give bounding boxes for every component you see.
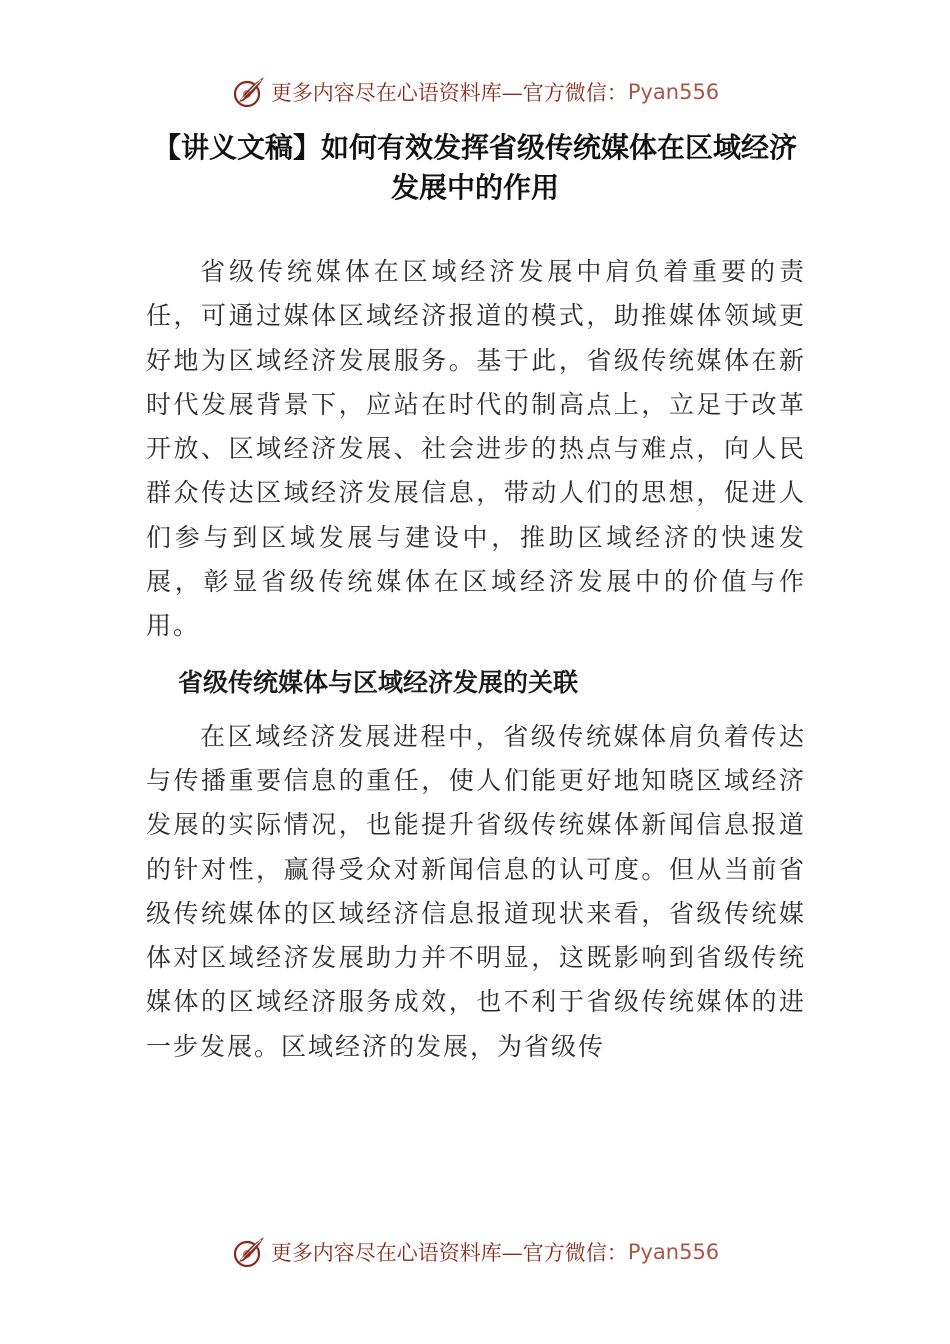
section-paragraph: 在区域经济发展进程中，省级传统媒体肩负着传达与传播重要信息的重任，使人们能更好地知晓区域经济发展的实际情况，也能提升省级传统媒体新闻信息报道的针对性，赢得受众对新闻信息的认可度。但从当前省级传统媒体的区域经济信息报道现状来看，省级传统媒体对区域经济发展助力并不明显，这既影响到省级传统媒体的区域经济服务成效，也不利于省级传统媒体的进一步发展。区域经济的发展，为省级传	[146, 721, 806, 1061]
feather-seal-icon	[231, 74, 267, 110]
document-body	[146, 250, 806, 1069]
header-brand-text: 更多内容尽在心语资料库—官方微信：	[270, 81, 628, 105]
intro-paragraph: 省级传统媒体在区域经济发展中肩负着重要的责任，可通过媒体区域经济报道的模式，助推媒体领域更好地为区域经济发展服务。基于此，省级传统媒体在新时代发展背景下，应站在时代的制高点上，立足于改革开放、区域经济发展、社会进步的热点与难点，向人民群众传达区域经济发展信息，带动人们的思想，促进人们参与到区域发展与建设中，推助区域经济的快速发展，彰显省级传统媒体在区域经济发展中的价值与作用。	[146, 257, 806, 641]
document-title: 【讲义文稿】如何有效发挥省级传统媒体在区域经济发展中的作用	[152, 131, 797, 204]
footer-wechat-id: Pyan556	[627, 1240, 720, 1264]
feather-seal-icon	[231, 1234, 267, 1270]
footer-brand-text: 更多内容尽在心语资料库—官方微信：	[270, 1241, 628, 1265]
footer-banner	[0, 1232, 950, 1272]
section-heading: 省级传统媒体与区域经济发展的关联	[178, 667, 579, 697]
header-wechat-id: Pyan556	[627, 80, 720, 104]
header-banner	[0, 72, 950, 112]
